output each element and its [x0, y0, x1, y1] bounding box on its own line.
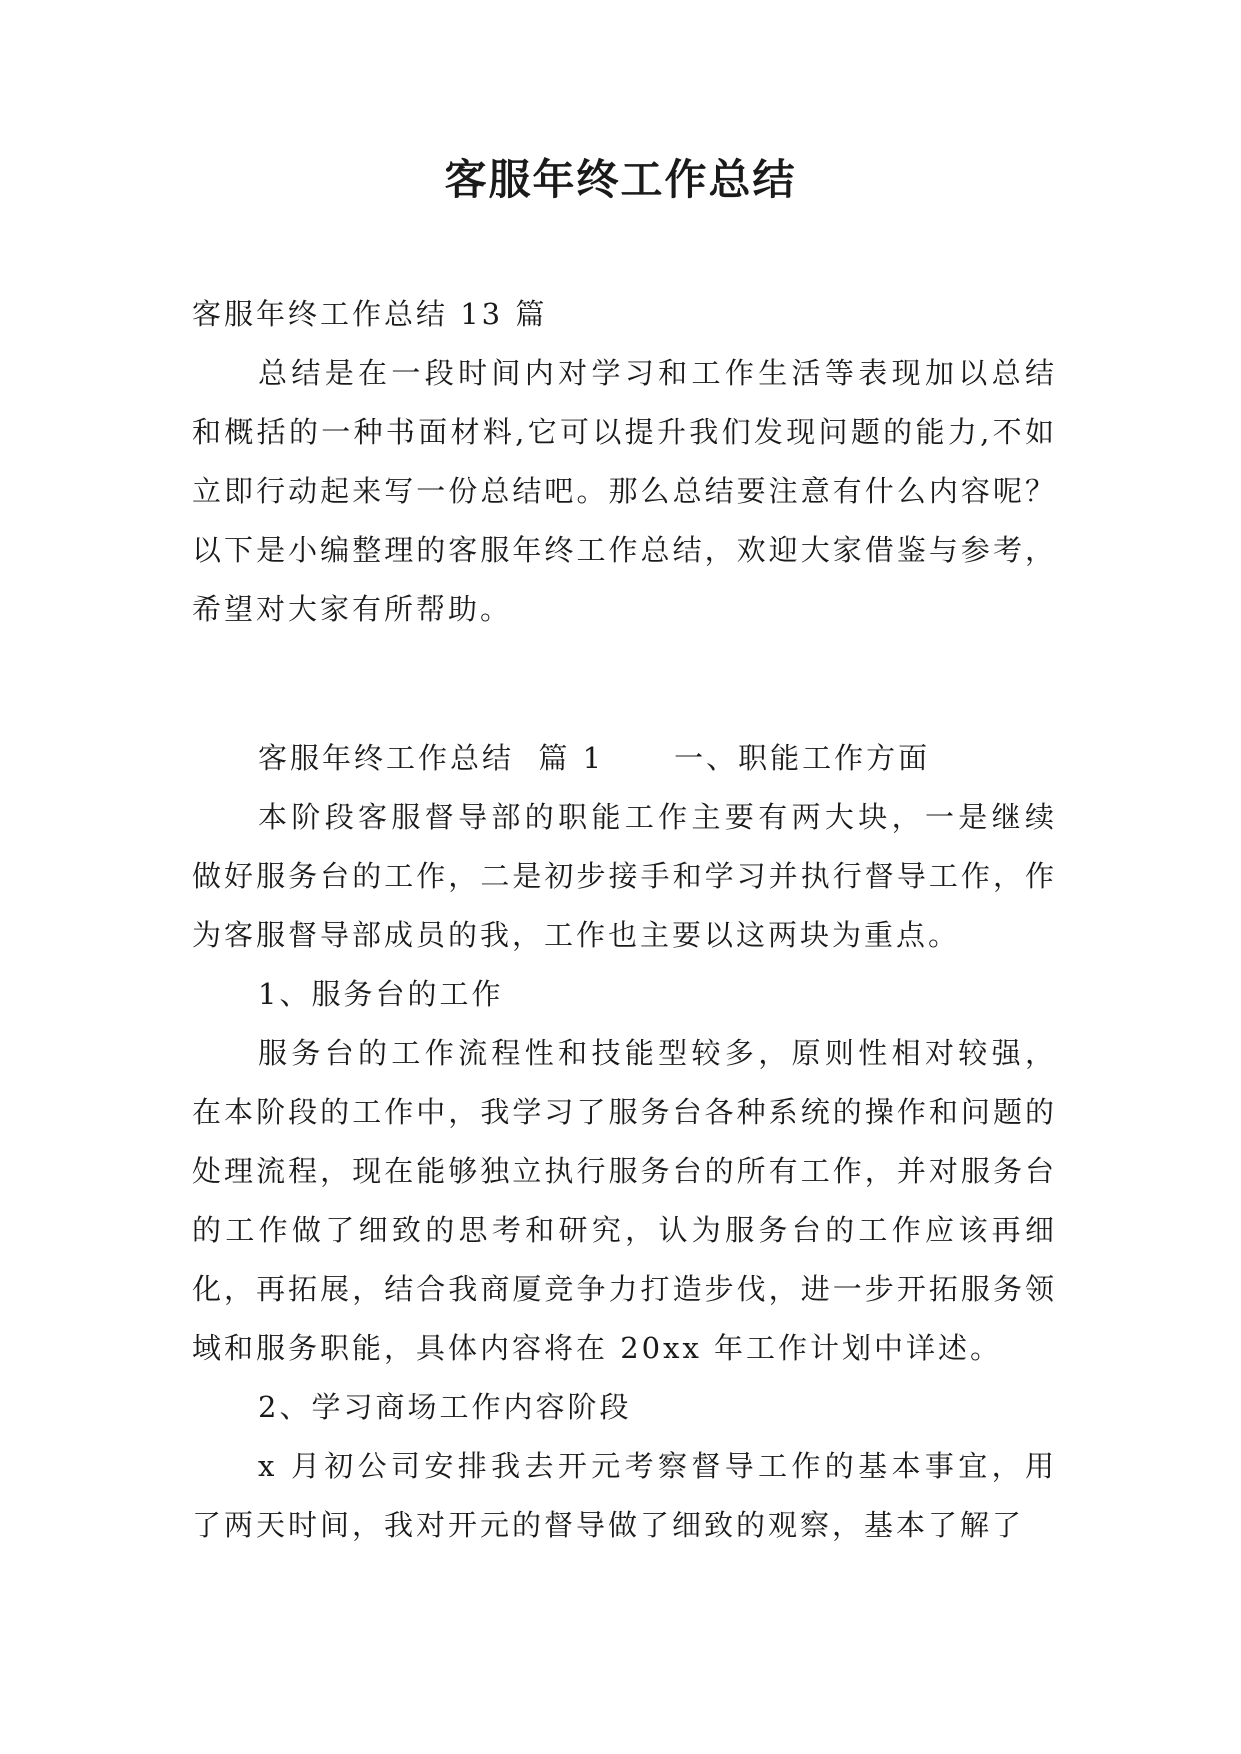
document-title: 客服年终工作总结	[444, 155, 797, 204]
item-2-body: x 月初公司安排我去开元考察督导工作的基本事宜，用了两天时间，我对开元的督导做了细致的观察，基本了解了	[192, 1449, 1057, 1542]
chapter-label: 客服年终工作总结 篇 1	[258, 741, 605, 775]
chapter-heading-line	[192, 729, 1057, 788]
body-paragraph-1: 本阶段客服督导部的职能工作主要有两大块，一是继续做好服务台的工作，二是初步接手和学习并执行督导工作，作为客服督导部成员的我，工作也主要以这两块为重点。	[192, 800, 1057, 952]
document-subtitle: 客服年终工作总结 13 篇	[192, 297, 548, 331]
section-gap	[192, 639, 1057, 729]
item-2-heading: 2、学习商场工作内容阶段	[258, 1390, 632, 1424]
intro-paragraph: 总结是在一段时间内对学习和工作生活等表现加以总结和概括的一种书面材料,它可以提升我们发现问题的能力,不如立即行动起来写一份总结吧。那么总结要注意有什么内容呢？以下是小编整理的客服年终工作总结，欢迎大家借鉴与参考，希望对大家有所帮助。	[192, 356, 1057, 626]
section-heading: 一、职能工作方面	[674, 741, 931, 775]
item-1-body: 服务台的工作流程性和技能型较多，原则性相对较强，在本阶段的工作中，我学习了服务台各种系统的操作和问题的处理流程，现在能够独立执行服务台的所有工作，并对服务台的工作做了细致的思考和研究，认为服务台的工作应该再细化，再拓展，结合我商厦竞争力打造步伐，进一步开拓服务领域和服务职能，具体内容将在 20xx 年工作计划中详述。	[192, 1036, 1057, 1365]
item-1-heading: 1、服务台的工作	[258, 977, 504, 1011]
document-body	[192, 285, 1057, 1555]
